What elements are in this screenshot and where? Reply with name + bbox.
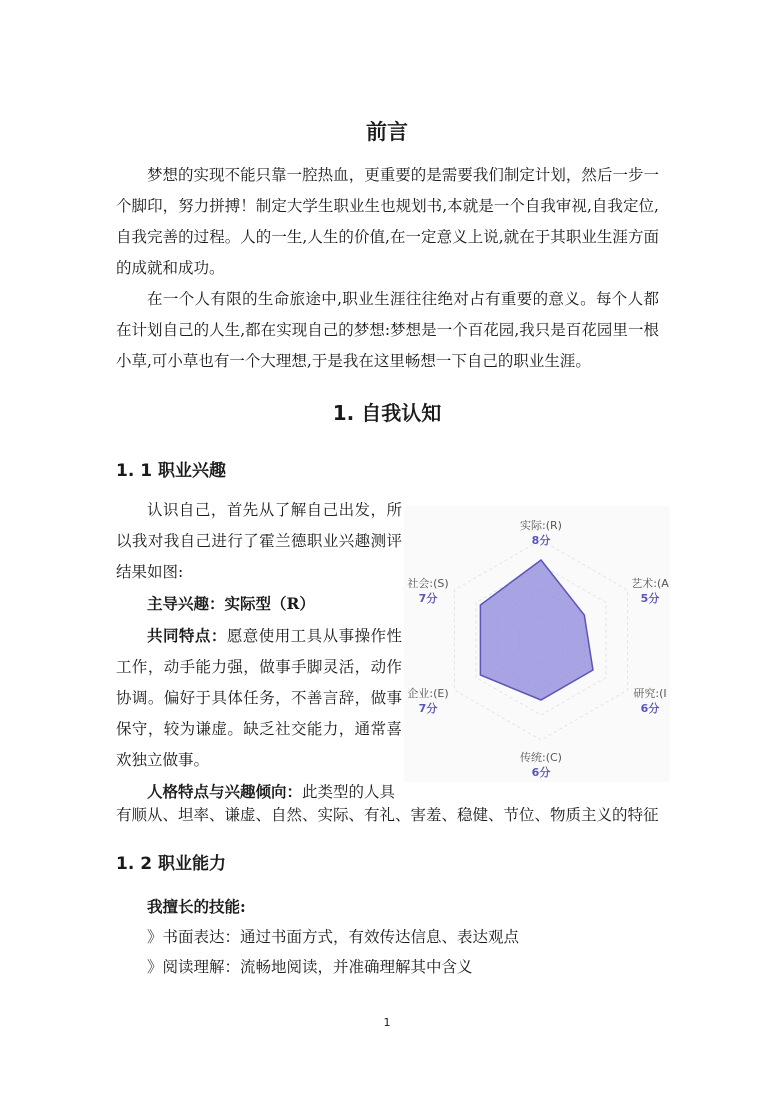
common-traits-label: 共同特点： <box>147 626 227 645</box>
radar-axis-score: 7分 <box>418 592 438 605</box>
lead-interest-label: 主导兴趣： <box>147 594 225 613</box>
radar-axis-score: 6分 <box>531 766 551 779</box>
radar-axis-label <box>388 686 468 716</box>
interest-intro: 认识自己，首先从了解自己出发，所以我对我自己进行了霍兰德职业兴趣测评结果如图: <box>116 501 402 581</box>
radar-axis-name: 企业:(E) <box>407 687 449 700</box>
preface-paragraph-2: 在一个人有限的生命旅途中,职业生涯往往绝对占有重要的意义。每个人都在计划自己的人生,都在实现自己的梦想:梦想是一个百花园,我只是百花园里一根小草,可小草也有一个大理想,于是我在这里畅想一下自己的职业生涯。 <box>116 290 659 370</box>
radar-axis-label <box>501 750 581 780</box>
radar-axis-name: 实际:(R) <box>520 519 562 532</box>
section-title-self-awareness: 1. 自我认知 <box>332 401 442 425</box>
radar-axis-label <box>388 576 468 606</box>
radar-axis-name: 研究:(I <box>633 687 667 700</box>
skill-item: 》阅读理解：流畅地阅读，并准确理解其中含义 <box>147 958 473 976</box>
holland-radar-chart <box>404 506 670 782</box>
interest-text <box>116 495 402 808</box>
radar-axis-score: 8分 <box>531 534 551 547</box>
common-traits-text: 愿意使用工具从事操作性工作，动手能力强，做事手脚灵活，动作协调。偏好于具体任务，不善言辞，做事保守，较为谦虚。缺乏社交能力，通常喜欢独立做事。 <box>116 627 402 769</box>
radar-series-area <box>480 560 593 700</box>
radar-axis-label <box>610 576 690 606</box>
subsection-title-interest: 1. 1 职业兴趣 <box>116 461 226 481</box>
personality-traits-continued: 有顺从、坦率、谦虚、自然、实际、有礼、害羞、稳健、节位、物质主义的特征 <box>116 806 659 824</box>
radar-axis-label <box>610 686 690 716</box>
preface-paragraph-1: 梦想的实现不能只靠一腔热血，更重要的是需要我们制定计划，然后一步一个脚印，努力拼搏！制定大学生职业生也规划书,本就是一个自我审视,自我定位,自我完善的过程。人的一生,人生的价值,在一定意义上说,就在于其职业生涯方面的成就和成功。 <box>116 166 659 277</box>
radar-axis-name: 传统:(C) <box>520 751 562 764</box>
personality-traits-text-a: 此类型的人具 <box>302 783 396 801</box>
radar-axis-score: 6分 <box>640 702 660 715</box>
radar-axis-label <box>501 518 581 548</box>
preface-title: 前言 <box>366 120 408 144</box>
personality-traits-label: 人格特点与兴趣倾向： <box>147 782 303 801</box>
radar-axis-score: 5分 <box>640 592 660 605</box>
preface-body <box>116 160 659 377</box>
skills-block <box>116 892 676 982</box>
radar-axis-score: 7分 <box>418 702 438 715</box>
page-number: 1 <box>383 1016 391 1029</box>
radar-axis-name: 社会:(S) <box>407 577 449 590</box>
lead-interest <box>116 588 402 620</box>
subsection-title-ability: 1. 2 职业能力 <box>116 854 226 874</box>
skill-item: 》书面表达：通过书面方式，有效传达信息、表达观点 <box>147 928 520 946</box>
common-traits <box>116 620 402 776</box>
skills-heading: 我擅长的技能: <box>147 897 246 916</box>
lead-interest-value: 实际型（R） <box>224 594 315 613</box>
radar-axis-name: 艺术:(A <box>631 577 669 590</box>
